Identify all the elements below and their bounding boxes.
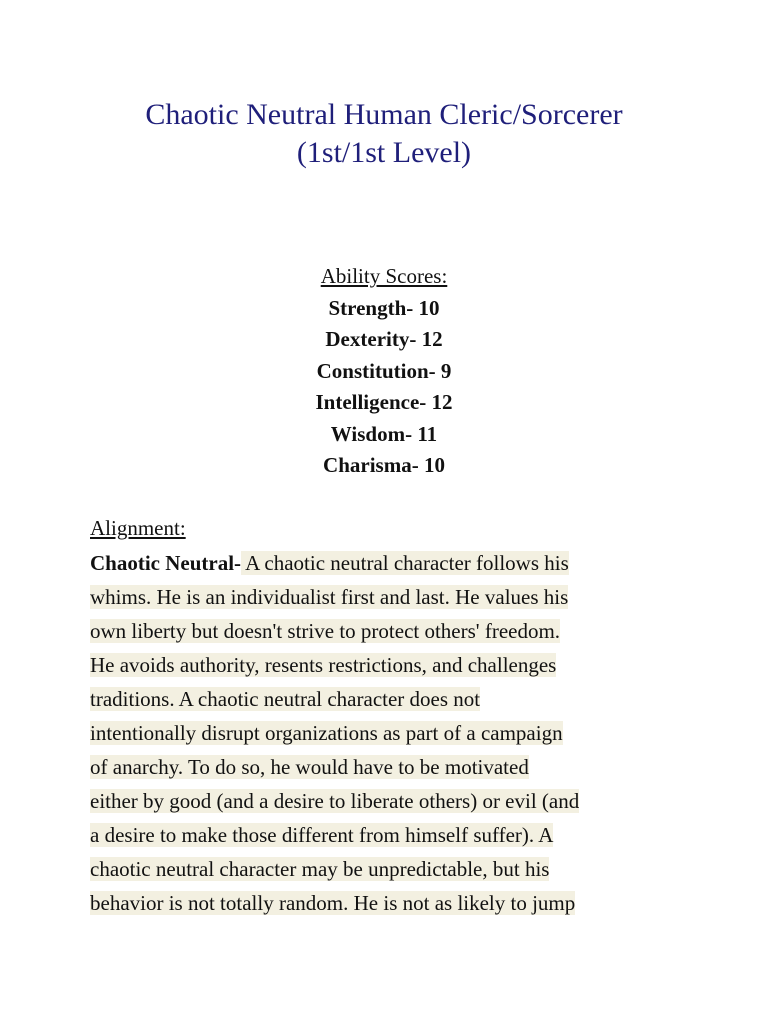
alignment-line: [90, 886, 690, 920]
ability-score-strength: Strength- 10: [328, 295, 440, 320]
ability-score-charisma: Charisma- 10: [323, 453, 445, 477]
alignment-text: traditions. A chaotic neutral character does not: [90, 687, 481, 711]
alignment-line: [90, 614, 690, 648]
page-title: [0, 96, 768, 172]
alignment-text: whims. He is an individualist first and last. He values his: [90, 585, 569, 609]
alignment-text: of anarchy. To do so, he would have to be motivated: [90, 755, 529, 779]
alignment-text: a desire to make those different from himself suffer). A: [90, 823, 554, 847]
alignment-line: [90, 682, 690, 716]
alignment-text: own liberty but doesn't strive to protect others' freedom.: [90, 619, 561, 643]
alignment-line: [90, 580, 690, 614]
alignment-text: chaotic neutral character may be unpredictable, but his: [90, 857, 550, 881]
alignment-line: [90, 648, 690, 682]
title-line-1: Chaotic Neutral Human Cleric/Sorcerer: [145, 98, 623, 131]
alignment-line: [90, 784, 690, 818]
alignment-text: A chaotic neutral character follows his: [241, 551, 569, 575]
alignment-term: Chaotic Neutral-: [90, 551, 242, 575]
ability-score-constitution: Constitution- 9: [316, 358, 452, 383]
ability-scores-section: [0, 261, 768, 482]
title-line-2: (1st/1st Level): [296, 136, 472, 169]
alignment-line: [90, 716, 690, 750]
ability-scores-heading: Ability Scores:: [320, 264, 448, 288]
alignment-label: Alignment:: [90, 516, 186, 540]
ability-score-wisdom: Wisdom- 11: [330, 421, 438, 446]
alignment-text: He avoids authority, resents restrictions, and challenges: [90, 653, 557, 677]
alignment-line: [90, 852, 690, 886]
ability-score-dexterity: Dexterity- 12: [325, 327, 443, 351]
alignment-line: [90, 546, 690, 580]
alignment-description: [90, 546, 690, 920]
alignment-text: intentionally disrupt organizations as part of a campaign: [90, 721, 563, 745]
alignment-text: behavior is not totally random. He is not as likely to jump: [90, 891, 576, 915]
alignment-line: [90, 750, 690, 784]
alignment-line: [90, 818, 690, 852]
alignment-text: either by good (and a desire to liberate others) or evil (and: [90, 789, 580, 813]
ability-score-intelligence: Intelligence- 12: [315, 390, 453, 414]
